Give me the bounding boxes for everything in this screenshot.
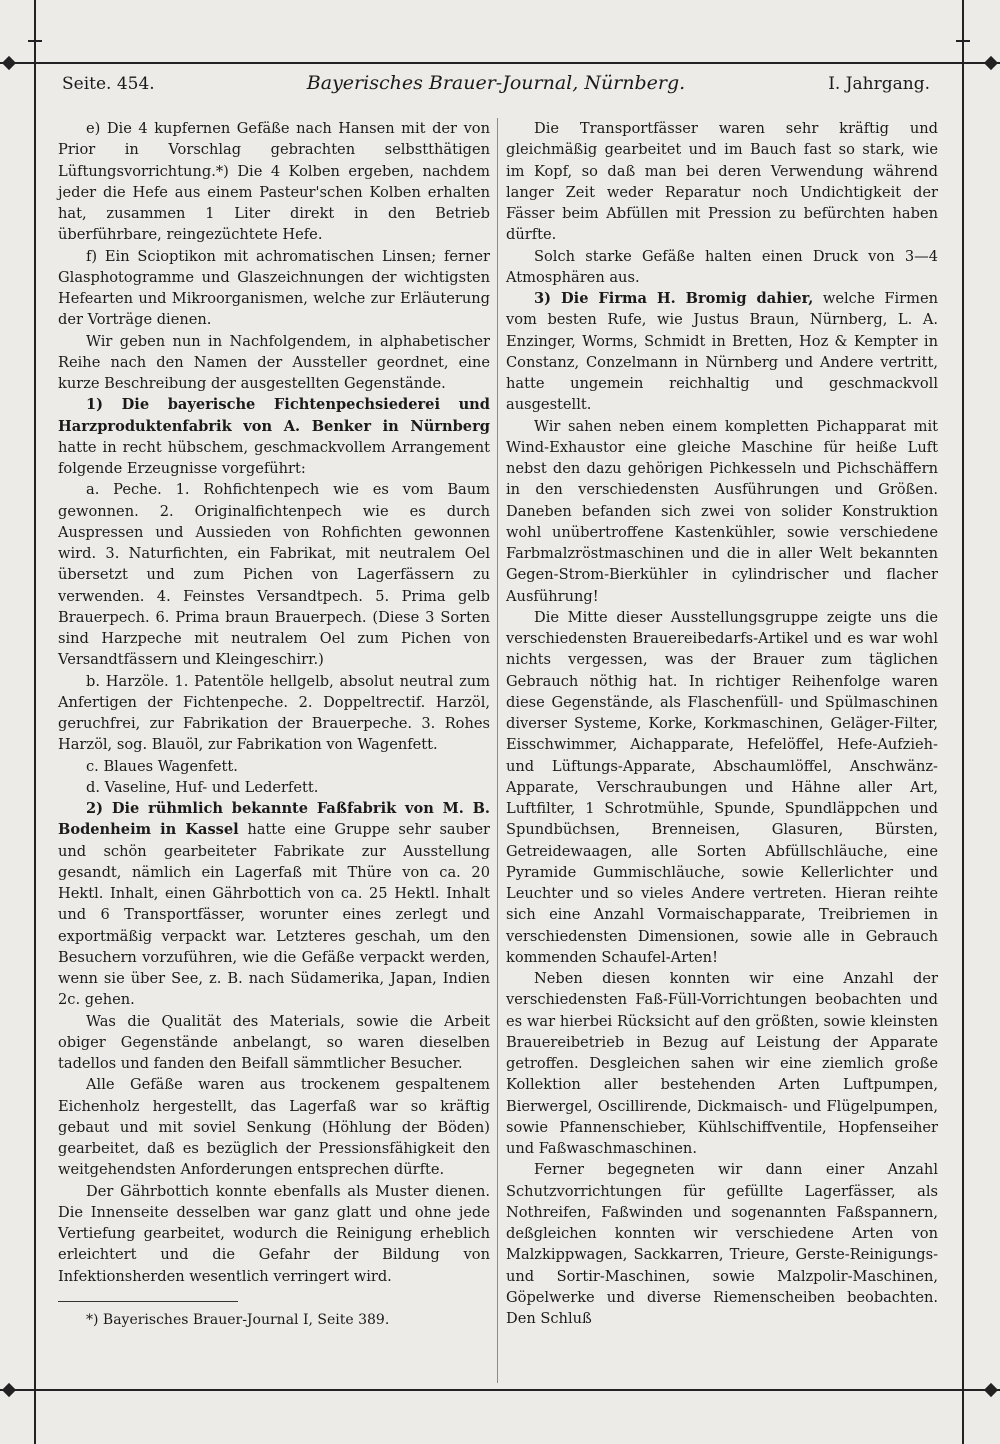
paragraph xyxy=(506,246,938,289)
paragraph-text: Alle Gefäße waren aus trockenem gespaltenem Eichenholz hergestellt, das Lagerfaß war so kräftig gebaut und mit soviel Senkung (Höhlung der Böden) gearbeitet, daß es bezüglich der Pressionsfähigkeit den weitgehendsten Anforderungen entsprechen dürfte. xyxy=(58,1076,490,1179)
bottom-border-rule xyxy=(0,1389,1000,1391)
paragraph-text: Neben diesen konnten wir eine Anzahl der verschiedensten Faß-Füll-Vorrichtungen beobachten und es war hierbei Rücksicht auf den größten, sowie kleinsten Brauereibetrieb in Bezug auf Leistung der Apparate getroffen. Desgleichen sahen wir eine ziemlich große Kollektion aller bestehenden Arten Luftpumpen, Bierwergel, Oscillirende, Dickmaisch- und Flügelpumpen, sowie Pfannenschieber, Kühlschiffventile, Hopfenseiher und Faßwaschmaschinen. xyxy=(506,970,938,1157)
paragraph-text: e) Die 4 kupfernen Gefäße nach Hansen mit der von Prior in Vorschlag gebrachten selbstthätigen Lüftungsvorrichtung.*) Die 4 Kolben ergeben, nachdem jeder die Hefe aus einem Pasteur'schen Kolben erhalten hat, zusammen 1 Liter direkt in den Betrieb überführbare, reingezüchtete Hefe. xyxy=(58,120,490,244)
paragraph xyxy=(58,1074,490,1180)
paragraph xyxy=(58,777,490,798)
ornament-diamond-icon xyxy=(984,1383,998,1397)
column-divider xyxy=(497,118,498,1383)
ornament-diamond-icon xyxy=(984,56,998,70)
journal-title: Bayerisches Brauer-Journal, Nürnberg. xyxy=(306,72,686,94)
paragraph-text: Ferner begegneten wir dann einer Anzahl Schutzvorrichtungen für gefüllte Lagerfässer, als Nothreifen, Faßwinden und sogenannten Faßspannern, deßgleichen konnten wir verschiedene Arten von Malzkippwagen, Sackkarren, Trieure, Gerste-Reinigungs- und Sortir-Maschinen, sowie Malzpolir-Maschinen, Göpelwerke und diverse Riemenscheiben beobachten. Den Schluß xyxy=(506,1161,938,1327)
top-border-rule xyxy=(0,62,1000,64)
paragraph xyxy=(506,416,938,607)
corner-ornament-icon xyxy=(956,34,970,48)
paragraph xyxy=(506,1159,938,1329)
left-column xyxy=(58,118,490,1331)
footnote-rule xyxy=(58,1301,238,1302)
paragraph xyxy=(506,607,938,968)
paragraph xyxy=(506,118,938,246)
paragraph xyxy=(58,331,490,395)
paragraph-text: b. Harzöle. 1. Patentöle hellgelb, absolut neutral zum Anfertigen der Fichtenpeche. 2. Doppeltrectif. Harzöl, geruchfrei, zur Fabrikation der Brauerpeche. 3. Rohes Harzöl, sog. Blauöl, zur Fabrikation von Wagenfett. xyxy=(58,672,490,754)
right-border-rule xyxy=(962,0,964,1444)
right-column xyxy=(506,118,938,1329)
paragraph xyxy=(506,288,938,416)
paragraph-heading: 3) Die Firma H. Bromig dahier, xyxy=(534,290,814,307)
paragraph-text: Wir geben nun in Nachfolgendem, in alphabetischer Reihe nach den Namen der Aussteller geordnet, eine kurze Beschreibung der ausgestellten Gegenstände. xyxy=(58,332,490,392)
paragraph-text: d. Vaseline, Huf- und Lederfett. xyxy=(86,778,319,796)
ornament-diamond-icon xyxy=(2,56,16,70)
paragraph-text: hatte in recht hübschem, geschmackvollem Arrangement folgende Erzeugnisse vorgeführt: xyxy=(58,438,490,477)
paragraph-text: Solch starke Gefäße halten einen Druck von 3—4 Atmosphären aus. xyxy=(506,247,938,286)
ornament-diamond-icon xyxy=(2,1383,16,1397)
paragraph-heading: 1) Die bayerische Fichtenpechsiederei und Harzproduktenfabrik von A. Benker in Nürnberg xyxy=(58,396,490,435)
paragraph xyxy=(58,756,490,777)
paragraph xyxy=(58,798,490,1011)
paragraph-text: hatte eine Gruppe sehr sauber und schön gearbeiteter Fabrikate zur Ausstellung gesandt, nämlich ein Lagerfaß mit Thüre von ca. 20 Hektl. Inhalt, einen Gährbottich von ca. 25 Hektl. Inhalt und 6 Transportfässer, worunter eines zerlegt und exportmäßig verpackt war. Letzteres geschah, um den Besuchern vorzuführen, wie die Gefäße verpackt werden, wenn sie über See, z. B. nach Südamerika, Japan, Indien 2c. gehen. xyxy=(58,821,490,1009)
paragraph-text: a. Peche. 1. Rohfichtenpech wie es vom Baum gewonnen. 2. Originalfichtenpech wie es durch Auspressen und Aussieden von Rohfichten gewonnen wird. 3. Naturfichten, ein Fabrikat, mit neutralem Oel übersetzt und zum Pichen von Lagerfässern zu verwenden. 4. Feinstes Versandtpech. 5. Prima gelb Brauerpech. 6. Prima braun Brauerpech. (Diese 3 Sorten sind Harzpeche mit neutralem Oel zum Pichen von Versandtfässern und Kleingeschirr.) xyxy=(58,481,490,669)
left-border-rule xyxy=(34,0,36,1444)
paragraph xyxy=(506,968,938,1159)
paragraph xyxy=(58,1181,490,1287)
paragraph xyxy=(58,394,490,479)
paragraph-text: f) Ein Scioptikon mit achromatischen Linsen; ferner Glasphotogramme und Glaszeichnungen der wichtigsten Hefearten und Mikroorganismen, welche zur Erläuterung der Vorträge dienen. xyxy=(58,247,490,329)
footnote: *) Bayerisches Brauer-Journal I, Seite 389. xyxy=(86,1311,390,1328)
paragraph-text: welche Firmen vom besten Rufe, wie Justus Braun, Nürnberg, L. A. Enzinger, Worms, Schmidt in Bretten, Hoz & Kempter in Constanz, Conzelmann in Nürnberg und Andere vertritt, hatte ungemein reichhaltig und geschmackvoll ausgestellt. xyxy=(506,290,938,414)
page-header xyxy=(62,72,930,100)
volume-label: I. Jahrgang. xyxy=(828,74,930,94)
paragraph xyxy=(58,246,490,331)
paragraph-text: Die Transportfässer waren sehr kräftig und gleichmäßig gearbeitet und im Bauch fast so stark, wie im Kopf, so daß man bei deren Verwendung während langer Zeit weder Reparatur noch Undichtigkeit der Fässer beim Abfüllen mit Pression zu befürchten haben dürfte. xyxy=(506,120,938,244)
paragraph-heading: 2) Die rühmlich bekannte Faßfabrik von M. B. Bodenheim in Kassel xyxy=(58,800,490,839)
paragraph xyxy=(58,671,490,756)
paragraph xyxy=(58,479,490,670)
paragraph-text: Die Mitte dieser Ausstellungsgruppe zeigte uns die verschiedensten Brauereibedarfs-Artikel und es war wohl nichts vergessen, was der Brauer zum täglichen Gebrauch nöthig hat. In richtiger Reihenfolge waren diese Gegenstände, als Flaschenfüll- und Spülmaschinen diverser Systeme, Korke, Korkmaschinen, Geläger-Filter, Eisschwimmer, Aichapparate, Hefelöffel, Hefe-Aufzieh- und Lüftungs-Apparate, Abschaumlöffel, Anschwänz-Apparate, Verschraubungen und Hähne aller Art, Luftfilter, 1 Schrotmühle, Spunde, Spundläppchen und Spundbüchsen, Brenneisen, Glasuren, Bürsten, Getreidewaagen, alle Sorten Abfüllschläuche, eine Pyramide Gummischläuche, sowie Kellerlichter und Leuchter und so vieles Andere vertreten. Hieran reihte sich eine Anzahl Vormaischapparate, Treibriemen in verschiedensten Dimensionen, sowie alle in Gebrauch kommenden Schaufel-Arten! xyxy=(506,608,938,966)
corner-ornament-icon xyxy=(28,34,42,48)
paragraph xyxy=(58,118,490,246)
paragraph xyxy=(58,1011,490,1075)
paragraph-text: Was die Qualität des Materials, sowie die Arbeit obiger Gegenstände anbelangt, so waren dieselben tadellos und fanden den Beifall sämmtlicher Besucher. xyxy=(58,1012,490,1072)
paragraph-text: Der Gährbottich konnte ebenfalls als Muster dienen. Die Innenseite desselben war ganz glatt und ohne jede Vertiefung gearbeitet, wodurch die Reinigung erheblich erleichtert und die Gefahr der Bildung von Infektionsherden wesentlich verringert wird. xyxy=(58,1182,490,1285)
page-number: Seite. 454. xyxy=(62,74,155,94)
paragraph-text: Wir sahen neben einem kompletten Pichapparat mit Wind-Exhaustor eine gleiche Maschine für heiße Luft nebst den dazu gehörigen Pichkesseln und Pichschäffern in den verschiedensten Ausführungen und Größen. Daneben befanden sich zwei von solider Konstruktion wohl unübertroffene Kastenkühler, sowie verschiedene Farbmalzröstmaschinen und die in aller Welt bekannten Gegen-Strom-Bierkühler in cylindrischer und flacher Ausführung! xyxy=(506,417,938,605)
paragraph-text: c. Blaues Wagenfett. xyxy=(86,757,238,775)
